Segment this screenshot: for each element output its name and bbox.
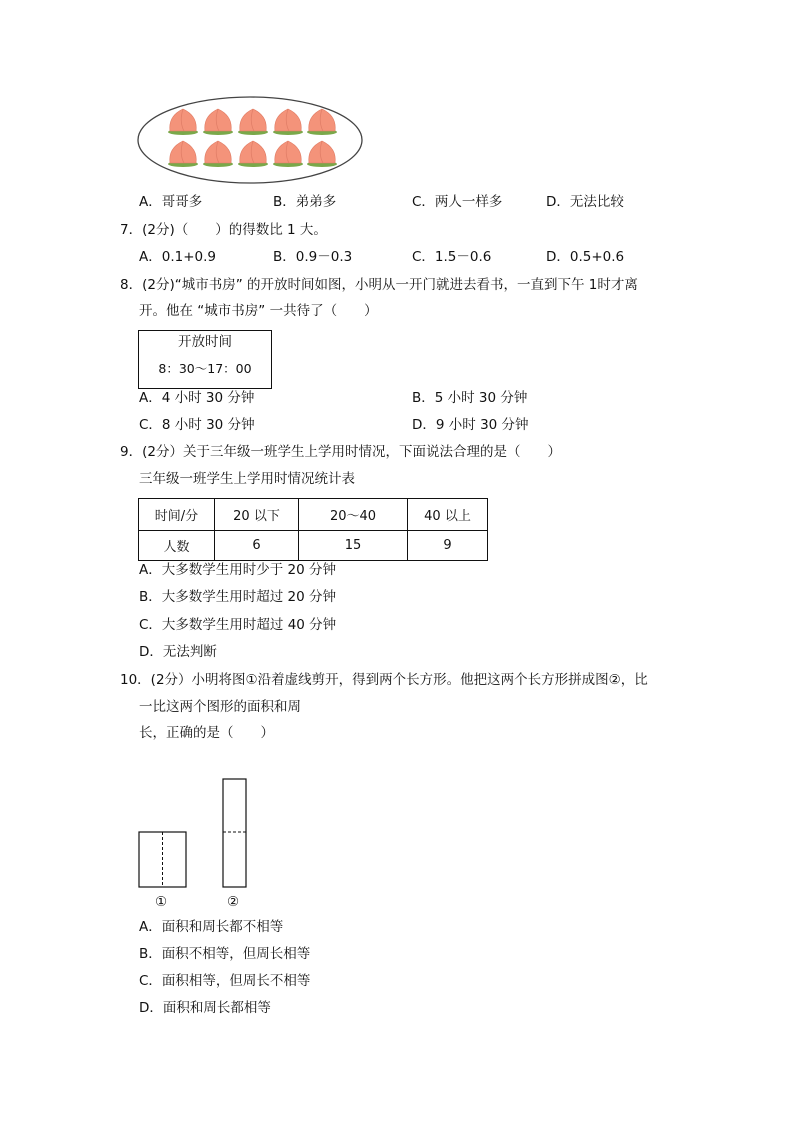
table-header-cell: 时间/分	[139, 499, 215, 531]
q10-option-a[interactable]: A．面积和周长都不相等	[139, 919, 284, 935]
peach-icon	[273, 109, 303, 135]
q10-stem-line3: 长，正确的是（ ）	[139, 725, 274, 741]
figure-2-label: ②	[227, 894, 240, 910]
table-cell: 人数	[139, 531, 215, 561]
q7-option-d[interactable]: D．0.5+0.6	[546, 249, 625, 265]
q7-option-c[interactable]: C．1.5－0.6	[412, 249, 492, 265]
peaches-group	[168, 109, 337, 167]
q10-stem-line2: 一比这两个图形的面积和周	[139, 699, 301, 715]
q8-option-a[interactable]: A．4 小时 30 分钟	[139, 390, 255, 406]
figure-2-rect	[223, 779, 246, 887]
peach-icon	[238, 141, 268, 167]
peach-icon	[273, 141, 303, 167]
opening-hours-title: 开放时间	[178, 334, 232, 350]
opening-hours-box	[138, 330, 272, 389]
q8-option-d[interactable]: D．9 小时 30 分钟	[412, 417, 529, 433]
table-cell: 15	[299, 531, 408, 561]
q9-option-c[interactable]: C．大多数学生用时超过 40 分钟	[139, 617, 337, 633]
q10-option-c[interactable]: C．面积相等，但周长不相等	[139, 973, 311, 989]
q8-stem-line2: 开。他在 “城市书房” 一共待了（ ）	[139, 303, 378, 319]
q7-option-b[interactable]: B．0.9－0.3	[273, 249, 353, 265]
q9-option-a[interactable]: A．大多数学生用时少于 20 分钟	[139, 562, 336, 578]
q9-stem: 9．(2分）关于三年级一班学生上学用时情况，下面说法合理的是（ ）	[120, 444, 561, 460]
q6-option-a[interactable]: A．哥哥多	[139, 194, 203, 210]
q8-stem-line1: 8．(2分)“城市书房” 的开放时间如图，小明从一开门就进去看书，一直到下午 1时才离	[120, 277, 638, 293]
q6-option-c[interactable]: C．两人一样多	[412, 194, 503, 210]
q9-stats-table	[138, 498, 488, 561]
peach-icon	[238, 109, 268, 135]
q7-stem: 7．(2分)（ ）的得数比 1 大。	[120, 222, 327, 238]
peach-icon	[307, 141, 337, 167]
q6-option-d[interactable]: D．无法比较	[546, 194, 624, 210]
table-header-cell: 20～40	[299, 499, 408, 531]
q8-option-b[interactable]: B．5 小时 30 分钟	[412, 390, 528, 406]
peach-icon	[203, 109, 233, 135]
table-header-cell: 20 以下	[215, 499, 299, 531]
q7-option-a[interactable]: A．0.1+0.9	[139, 249, 216, 265]
opening-hours-time: 8：30～17：00	[158, 361, 252, 376]
peach-icon	[168, 141, 198, 167]
peach-icon	[307, 109, 337, 135]
q10-stem-line1: 10．(2分）小明将图①沿着虚线剪开，得到两个长方形。他把这两个长方形拼成图②，比	[120, 672, 648, 688]
q8-option-c[interactable]: C．8 小时 30 分钟	[139, 417, 255, 433]
q9-option-d[interactable]: D．无法判断	[139, 644, 217, 660]
q10-option-d[interactable]: D．面积和周长都相等	[139, 1000, 271, 1016]
q9-table-title: 三年级一班学生上学用时情况统计表	[139, 471, 355, 487]
plate-ellipse	[138, 97, 362, 183]
q6-option-b[interactable]: B．弟弟多	[273, 194, 337, 210]
table-header-cell: 40 以上	[408, 499, 488, 531]
q10-option-b[interactable]: B．面积不相等，但周长相等	[139, 946, 311, 962]
figure-1-label: ①	[155, 894, 168, 910]
table-cell: 6	[215, 531, 299, 561]
table-cell: 9	[408, 531, 488, 561]
peach-icon	[168, 109, 198, 135]
peach-icon	[203, 141, 233, 167]
q9-option-b[interactable]: B．大多数学生用时超过 20 分钟	[139, 589, 337, 605]
